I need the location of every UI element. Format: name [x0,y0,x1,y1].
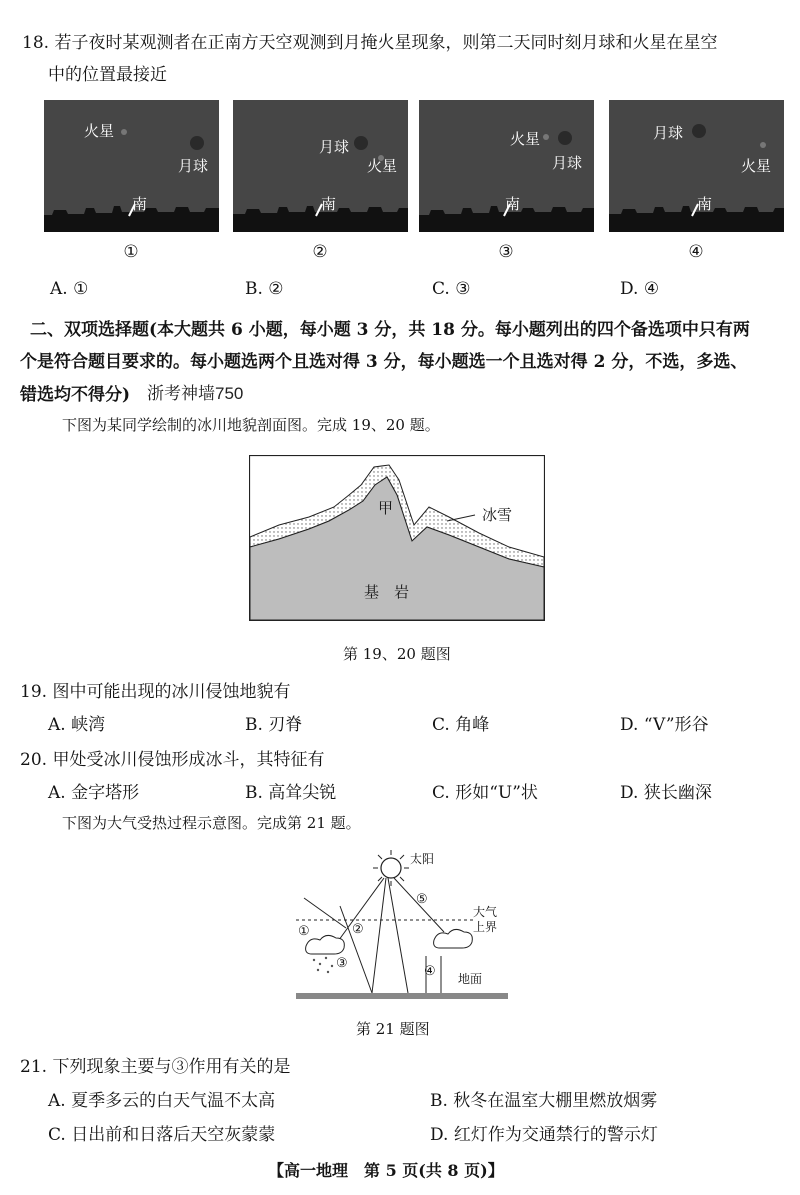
glacier-figure-intro: 下图为某同学绘制的冰川地貌剖面图。完成 19、20 题。 [62,416,440,434]
q19-option-c: C. 角峰 [432,715,490,735]
south-label: 南 [132,195,148,213]
label-atmosphere-top-2: 上界 [473,920,498,934]
q18-option-c: C. ③ [432,279,471,299]
night-sky-panel-4 [609,100,784,232]
moon-label: 月球 [552,154,583,172]
south-label: 南 [505,195,521,213]
q19-option-a: A. 峡湾 [48,715,106,735]
moon-label: 月球 [653,124,684,142]
moon-disc [558,131,572,145]
moon-label: 月球 [178,157,209,175]
q21-option-c: C. 日出前和日落后天空灰蒙蒙 [48,1125,276,1145]
south-label: 南 [321,195,337,213]
night-sky-panel-2 [233,100,408,232]
mars-label: 火星 [510,130,541,148]
panel-number-3: ③ [498,242,514,262]
moon-disc [190,136,204,150]
cloud-icon [306,935,345,954]
section2-instructions-line3: 错选均不得分) [20,385,131,405]
q20-option-a: A. 金字塔形 [48,783,140,803]
q21-option-a: A. 夏季多云的白天气温不太高 [48,1091,276,1111]
label-process-1: ① [298,924,310,939]
section2-instructions-line1: 二、双项选择题(本大题共 6 小题，每小题 3 分，共 18 分。每小题列出的四个备选项中只有两 [30,320,750,340]
label-jia: 甲 [378,499,394,517]
watermark-text: 浙考神墙750 [147,384,244,403]
label-bedrock: 基 岩 [364,583,410,601]
mars-dot [121,129,127,135]
cloud-icon [434,929,473,948]
panel-number-2: ② [312,242,328,262]
mars-label: 火星 [741,157,772,175]
moon-label: 月球 [319,138,350,156]
label-process-3: ③ [336,956,348,971]
moon-disc [692,124,706,138]
q18-option-d: D. ④ [620,279,660,299]
label-process-4: ④ [424,964,436,979]
page-footer: 【高一地理 第 5 页(共 8 页)】 [268,1161,504,1180]
mars-dot [543,134,549,140]
mars-dot [760,142,766,148]
q20-stem: 20. 甲处受冰川侵蚀形成冰斗，其特征有 [20,750,325,770]
q19-option-b: B. 刃脊 [245,715,303,735]
night-sky-panel-1 [44,100,219,232]
label-ground: 地面 [458,972,483,986]
glacier-figure-caption: 第 19、20 题图 [343,645,451,663]
night-sky-panel-3 [419,100,594,232]
atmosphere-heating-figure [296,848,508,1000]
dust-particles-icon [313,957,333,973]
section2-instructions-line2: 个是符合题目要求的。每小题选两个且选对得 3 分，每小题选一个且选对得 2 分，不选，多选、 [20,352,748,372]
q18-stem-line2: 中的位置最接近 [48,65,167,85]
mars-label: 火星 [367,157,398,175]
q21-option-d: D. 红灯作为交通禁行的警示灯 [430,1125,658,1145]
q20-option-d: D. 狭长幽深 [620,783,712,803]
sun-icon [373,850,409,886]
atmos-figure-intro: 下图为大气受热过程示意图。完成第 21 题。 [62,814,361,832]
q18-option-b: B. ② [245,279,284,299]
atmos-figure-caption: 第 21 题图 [356,1020,430,1038]
south-label: 南 [697,195,713,213]
q21-option-b: B. 秋冬在温室大棚里燃放烟雾 [430,1091,658,1111]
q18-stem-line1: 18. 若子夜时某观测者在正南方天空观测到月掩火星现象，则第二天同时刻月球和火星在星空 [22,33,718,53]
label-process-2: ② [352,922,364,937]
moon-disc [354,136,368,150]
label-atmosphere-top-1: 大气 [473,905,498,919]
q19-stem: 19. 图中可能出现的冰川侵蚀地貌有 [20,682,291,702]
q19-option-d: D. “V”形谷 [620,715,709,735]
q18-option-a: A. ① [50,279,89,299]
label-sun: 太阳 [410,852,435,866]
label-ice-snow: 冰雪 [482,506,513,524]
label-process-5: ⑤ [416,892,428,907]
panel-number-1: ① [123,242,139,262]
q21-stem: 21. 下列现象主要与③作用有关的是 [20,1057,291,1077]
q20-option-c: C. 形如“U”状 [432,783,538,803]
q20-option-b: B. 高耸尖锐 [245,783,337,803]
mars-label: 火星 [84,122,115,140]
glacier-profile-figure [249,455,545,621]
panel-number-4: ④ [688,242,704,262]
